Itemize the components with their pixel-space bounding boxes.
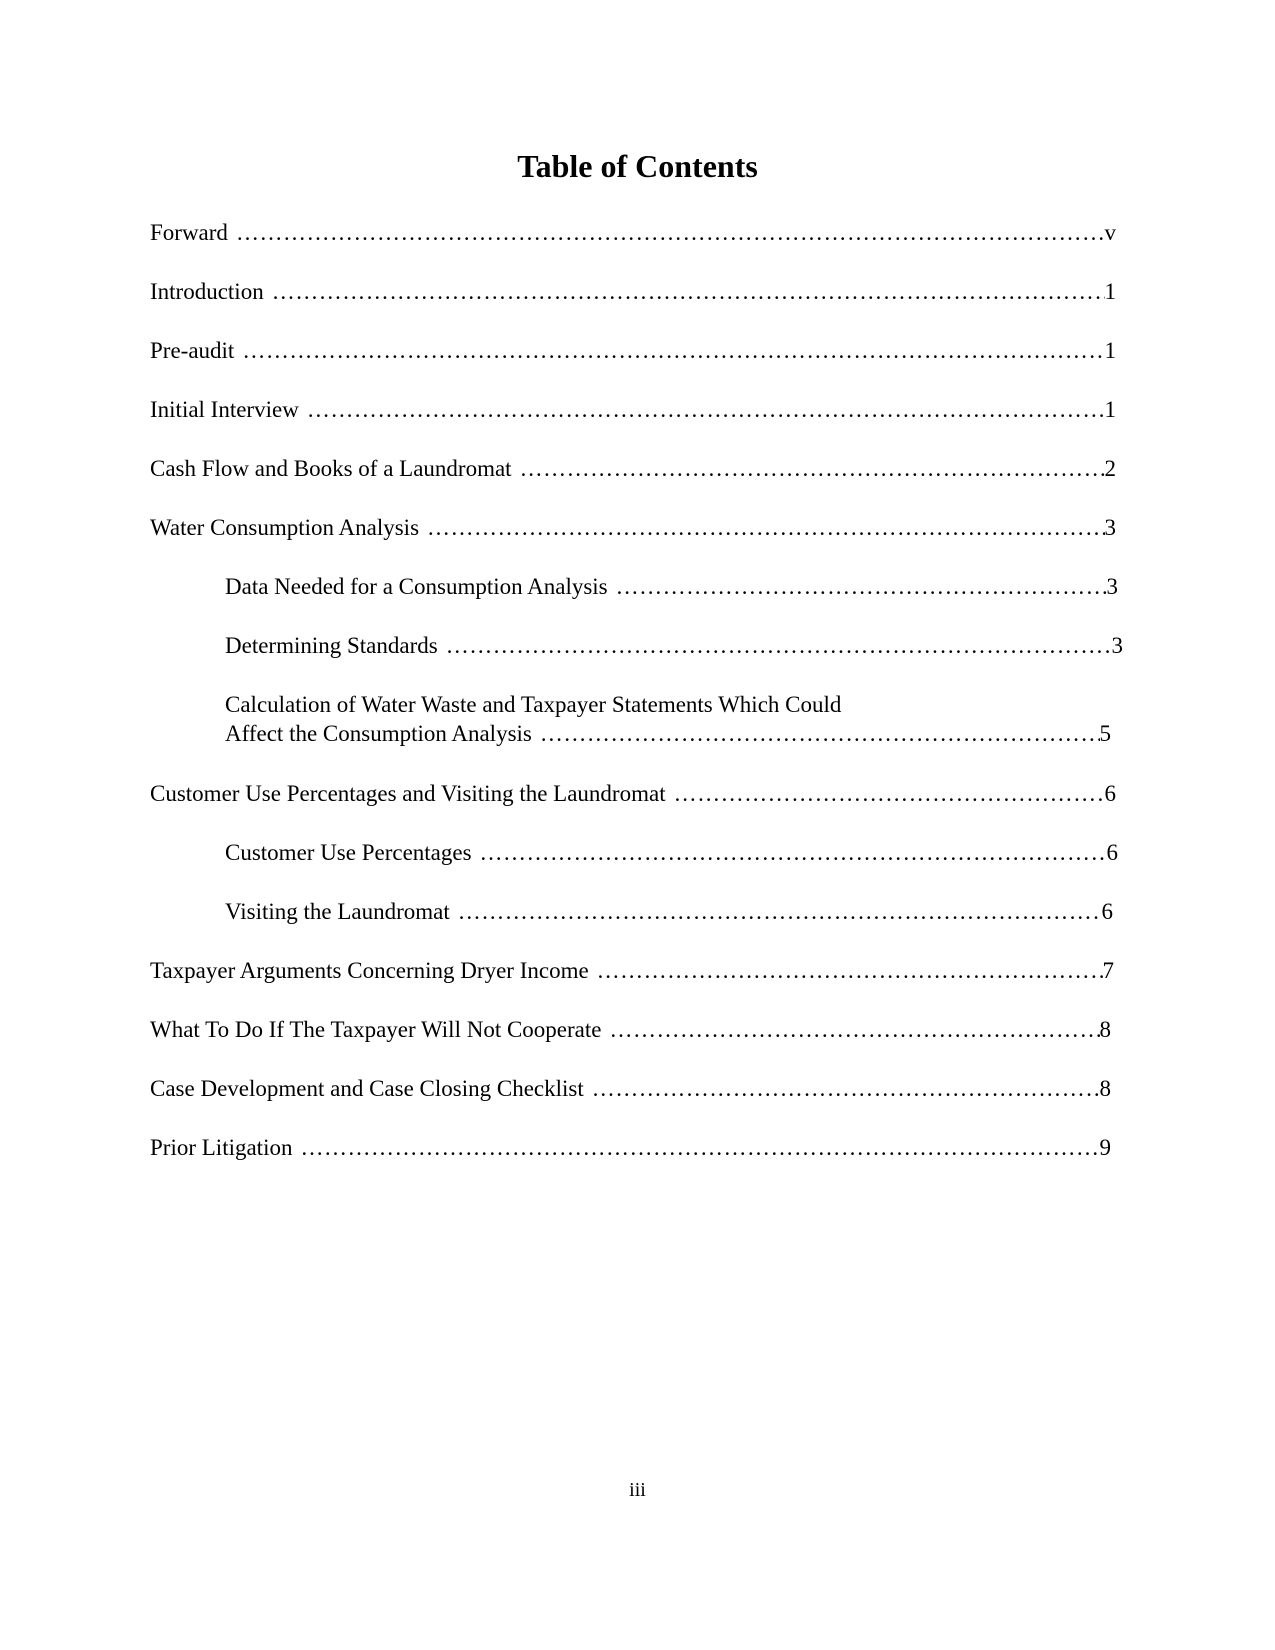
toc-entry-label-line-two: Affect the Consumption Analysis xyxy=(225,721,532,746)
toc-entry-prior-litigation[interactable] xyxy=(150,1133,1111,1162)
toc-entry-page: 5 xyxy=(1099,721,1111,746)
toc-entry-initial-interview[interactable] xyxy=(150,395,1116,424)
toc-entry-label: Customer Use Percentages xyxy=(225,840,472,865)
toc-entry-pre-audit[interactable] xyxy=(150,336,1116,365)
toc-entry-label: Water Consumption Analysis xyxy=(150,515,420,540)
toc-entry-label: Determining Standards xyxy=(225,633,438,658)
toc-entry-customer-use-visiting[interactable] xyxy=(150,779,1116,808)
dot-leader xyxy=(300,1133,1099,1162)
toc-entry-label: Visiting the Laundromat xyxy=(225,899,450,924)
page-title: Table of Contents xyxy=(517,148,758,184)
toc-entry-page: 8 xyxy=(1099,1017,1111,1042)
dot-leader xyxy=(616,572,1107,601)
page-number: iii xyxy=(629,1479,646,1501)
dot-leader xyxy=(427,513,1104,542)
toc-entry-page: 9 xyxy=(1099,1135,1111,1160)
dot-leader xyxy=(674,779,1105,808)
dot-leader xyxy=(236,218,1105,247)
toc-entry-page: 2 xyxy=(1104,456,1116,481)
toc-entry-calculation-water-waste[interactable] xyxy=(225,690,1111,748)
toc-entry-page: 6 xyxy=(1106,840,1118,865)
toc-entry-label: Initial Interview xyxy=(150,397,299,422)
dot-leader xyxy=(592,1074,1100,1103)
toc-entry-label: Pre-audit xyxy=(150,338,235,363)
dot-leader xyxy=(307,395,1105,424)
toc-entry-label: Introduction xyxy=(150,279,264,304)
toc-entry-page: v xyxy=(1104,220,1116,245)
toc-entry-taxpayer-arguments[interactable] xyxy=(150,956,1114,985)
toc-entry-page: 6 xyxy=(1104,781,1116,806)
dot-leader xyxy=(446,631,1112,660)
toc-entry-water-consumption[interactable] xyxy=(150,513,1116,542)
toc-entry-forward[interactable] xyxy=(150,218,1116,247)
dot-leader xyxy=(458,897,1102,926)
toc-entry-data-needed[interactable] xyxy=(225,572,1118,601)
toc-entry-taxpayer-not-cooperate[interactable] xyxy=(150,1015,1111,1044)
toc-entry-page: 6 xyxy=(1101,899,1113,924)
dot-leader xyxy=(540,719,1100,748)
toc-entry-label: What To Do If The Taxpayer Will Not Cooperate xyxy=(150,1017,602,1042)
toc-entry-page: 3 xyxy=(1106,574,1118,599)
toc-entry-customer-use-percentages[interactable] xyxy=(225,838,1118,867)
dot-leader xyxy=(480,838,1107,867)
toc-entry-label: Customer Use Percentages and Visiting the Laundromat xyxy=(150,781,666,806)
toc-entry-label: Data Needed for a Consumption Analysis xyxy=(225,574,608,599)
toc-entry-label: Case Development and Case Closing Checklist xyxy=(150,1076,584,1101)
toc-entry-visiting-laundromat[interactable] xyxy=(225,897,1113,926)
toc-entry-page: 1 xyxy=(1104,397,1116,422)
toc-entry-page: 3 xyxy=(1111,633,1123,658)
dot-leader xyxy=(242,336,1104,365)
toc-entry-introduction[interactable] xyxy=(150,277,1116,306)
toc-entry-label: Forward xyxy=(150,220,228,245)
dot-leader xyxy=(272,277,1105,306)
toc-entry-label: Taxpayer Arguments Concerning Dryer Income xyxy=(150,958,589,983)
dot-leader xyxy=(609,1015,1099,1044)
toc-entry-page: 1 xyxy=(1104,338,1116,363)
toc-entry-line-two xyxy=(225,719,1111,748)
toc-entry-page: 1 xyxy=(1104,279,1116,304)
dot-leader xyxy=(597,956,1103,985)
toc-entry-determining-standards[interactable] xyxy=(225,631,1123,660)
toc-entry-case-development[interactable] xyxy=(150,1074,1111,1103)
toc-entry-label: Cash Flow and Books of a Laundromat xyxy=(150,456,512,481)
dot-leader xyxy=(520,454,1105,483)
toc-entry-cash-flow[interactable] xyxy=(150,454,1116,483)
toc-entry-label-line-one: Calculation of Water Waste and Taxpayer Statements Which Could xyxy=(225,692,842,717)
toc-entry-page: 3 xyxy=(1104,515,1116,540)
toc-entry-page: 7 xyxy=(1102,958,1114,983)
toc-entry-label: Prior Litigation xyxy=(150,1135,293,1160)
toc-entry-page: 8 xyxy=(1099,1076,1111,1101)
